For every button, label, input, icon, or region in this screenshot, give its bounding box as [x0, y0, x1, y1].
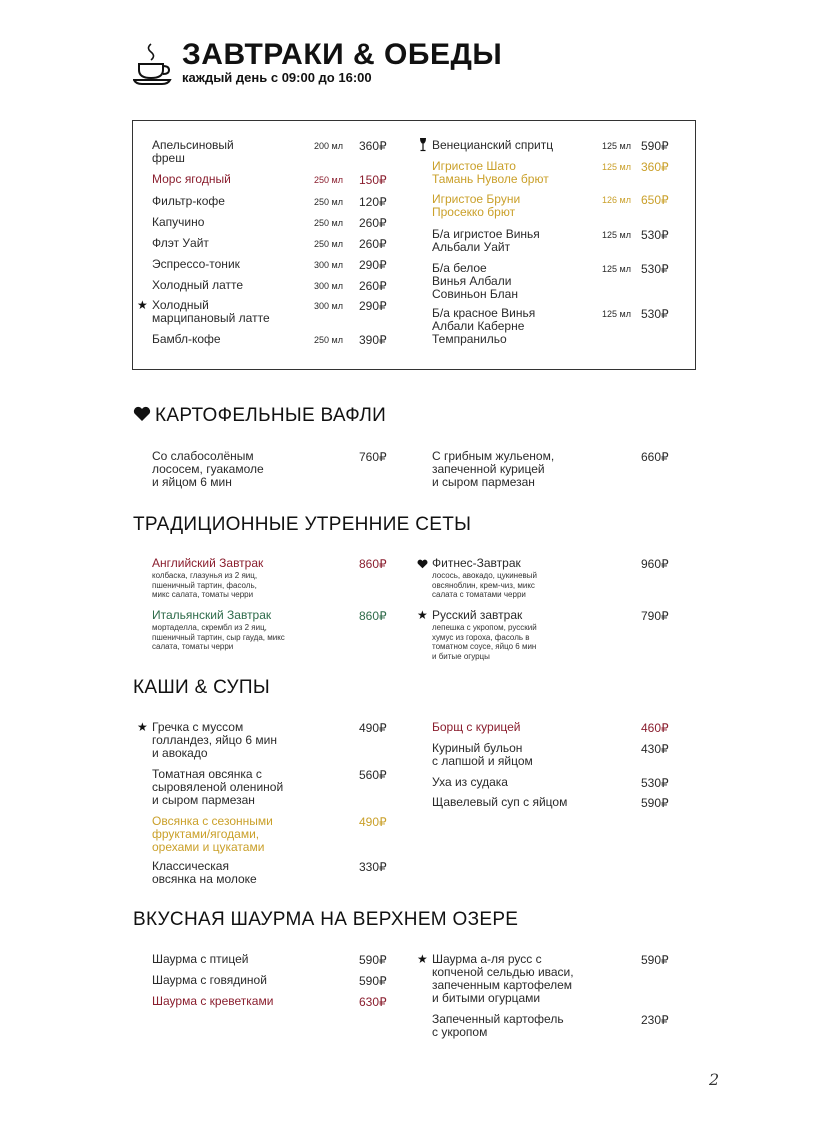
drink-volume: 250 мл	[314, 239, 343, 249]
drink-price: 390₽	[359, 333, 387, 347]
drink-volume: 250 мл	[314, 175, 343, 185]
drink-volume: 125 мл	[602, 162, 631, 172]
coffee-cup-icon	[133, 42, 173, 86]
drink-name: Бамбл-кофе	[152, 332, 221, 346]
menu-item-name: Со слабосолёным лососем, гуакамоле и яйцом 6 мин	[152, 449, 264, 489]
menu-item-price: 630₽	[359, 995, 387, 1009]
menu-item-description: колбаска, глазунья из 2 яиц, пшеничный тартин, фасоль, микс салата, томаты черри	[152, 571, 258, 599]
drink-name: Эспрессо-тоник	[152, 257, 240, 271]
menu-item-name: Запеченный картофель с укропом	[432, 1012, 564, 1039]
drink-name: Флэт Уайт	[152, 236, 209, 250]
menu-item-price: 860₽	[359, 609, 387, 623]
menu-item-price: 660₽	[641, 450, 669, 464]
menu-item-name: Классическая овсянка на молоке	[152, 859, 257, 886]
drink-volume: 126 мл	[602, 195, 631, 205]
drink-volume: 125 мл	[602, 309, 631, 319]
menu-item-name: Щавелевый суп с яйцом	[432, 795, 568, 809]
drink-price: 650₽	[641, 193, 669, 207]
menu-item-name: Томатная овсянка с сыровяленой олениной и сыром пармезан	[152, 767, 284, 807]
page-number: 2	[709, 1070, 720, 1089]
star-icon: ★	[137, 298, 148, 312]
drink-name: Морс ягодный	[152, 172, 231, 186]
menu-item-price: 460₽	[641, 721, 669, 735]
menu-item-price: 760₽	[359, 450, 387, 464]
menu-item-price: 860₽	[359, 557, 387, 571]
menu-item-name: Русский завтрак	[432, 608, 523, 622]
menu-item-name: Куриный бульон с лапшой и яйцом	[432, 741, 533, 768]
menu-item-price: 590₽	[641, 796, 669, 810]
drink-price: 530₽	[641, 262, 669, 276]
section-title-sets: ТРАДИЦИОННЫЕ УТРЕННИЕ СЕТЫ	[133, 514, 472, 535]
menu-item-price: 490₽	[359, 815, 387, 829]
drink-price: 360₽	[359, 139, 387, 153]
drink-volume: 125 мл	[602, 264, 631, 274]
menu-item-name: Фитнес-Завтрак	[432, 556, 521, 570]
section-title-waffles-text: КАРТОФЕЛЬНЫЕ ВАФЛИ	[155, 405, 387, 426]
drink-volume: 200 мл	[314, 141, 343, 151]
drink-price: 530₽	[641, 307, 669, 321]
menu-item-price: 490₽	[359, 721, 387, 735]
page-title: ЗАВТРАКИ & ОБЕДЫ	[182, 38, 503, 71]
menu-item-name: Шаурма с креветками	[152, 994, 274, 1008]
drink-volume: 250 мл	[314, 197, 343, 207]
menu-item-description: мортаделла, скрембл из 2 яиц, пшеничный тартин, сыр гауда, микс салата, томаты черри	[152, 623, 285, 651]
menu-item-price: 960₽	[641, 557, 669, 571]
menu-item-description: лосось, авокадо, цукиневый овсяноблин, крем-чиз, микс салата с томатами черри	[432, 571, 537, 599]
drink-price: 360₽	[641, 160, 669, 174]
menu-item-price: 590₽	[641, 953, 669, 967]
drink-volume: 250 мл	[314, 335, 343, 345]
drink-name: Венецианский спритц	[432, 138, 554, 152]
menu-item-price: 430₽	[641, 742, 669, 756]
drink-name: Холодный марципановый латте	[152, 298, 270, 325]
heart-icon	[417, 558, 428, 572]
wine-glass-icon	[419, 138, 427, 155]
menu-item-name: Овсянка с сезонными фруктами/ягодами, орехами и цукатами	[152, 814, 273, 854]
star-icon: ★	[417, 952, 428, 966]
drink-volume: 300 мл	[314, 301, 343, 311]
drink-price: 260₽	[359, 216, 387, 230]
drink-name: Капучино	[152, 215, 205, 229]
drink-volume: 300 мл	[314, 281, 343, 291]
menu-item-name: Гречка с муссом голландез, яйцо 6 мин и авокадо	[152, 720, 277, 760]
menu-item-price: 330₽	[359, 860, 387, 874]
star-icon: ★	[417, 608, 428, 622]
drink-name: Апельсиновый фреш	[152, 138, 234, 165]
drink-price: 260₽	[359, 279, 387, 293]
section-title-waffles	[133, 405, 386, 427]
menu-item-description: лепешка с укропом, русский хумус из гороха, фасоль в томатном соусе, яйцо 6 мин и битые огурцы	[432, 623, 537, 661]
drink-price: 590₽	[641, 139, 669, 153]
menu-item-price: 590₽	[359, 953, 387, 967]
drink-volume: 125 мл	[602, 141, 631, 151]
menu-item-price: 790₽	[641, 609, 669, 623]
section-title-porridge: КАШИ & СУПЫ	[133, 677, 270, 698]
star-icon: ★	[137, 720, 148, 734]
menu-item-price: 530₽	[641, 776, 669, 790]
heart-icon	[133, 405, 155, 427]
page-subtitle: каждый день с 09:00 до 16:00	[182, 70, 372, 85]
menu-item-name: С грибным жульеном, запеченной курицей и сыром пармезан	[432, 449, 555, 489]
drink-name: Фильтр-кофе	[152, 194, 225, 208]
drink-name: Игристое Бруни Просекко брют	[432, 192, 521, 219]
drink-name: Холодный латте	[152, 278, 244, 292]
menu-item-price: 590₽	[359, 974, 387, 988]
menu-item-price: 560₽	[359, 768, 387, 782]
drink-name: Игристое Шато Тамань Нуволе брют	[432, 159, 549, 186]
drink-volume: 125 мл	[602, 230, 631, 240]
menu-item-name: Английский Завтрак	[152, 556, 264, 570]
drink-price: 290₽	[359, 299, 387, 313]
drink-price: 150₽	[359, 173, 387, 187]
menu-item-name: Итальянский Завтрак	[152, 608, 272, 622]
drink-volume: 300 мл	[314, 260, 343, 270]
drink-name: Б/а красное Винья Албали Каберне Темпранильо	[432, 306, 536, 346]
drink-price: 530₽	[641, 228, 669, 242]
drink-price: 290₽	[359, 258, 387, 272]
menu-item-name: Уха из судака	[432, 775, 508, 789]
drink-name: Б/а белое Винья Албали Совиньон Блан	[432, 261, 518, 301]
menu-item-price: 230₽	[641, 1013, 669, 1027]
section-title-shawarma: ВКУСНАЯ ШАУРМА НА ВЕРХНЕМ ОЗЕРЕ	[133, 909, 519, 930]
drink-price: 260₽	[359, 237, 387, 251]
menu-item-name: Шаурма с говядиной	[152, 973, 267, 987]
drink-name: Б/а игристое Винья Альбали Уайт	[432, 227, 540, 254]
menu-item-name: Борщ с курицей	[432, 720, 521, 734]
menu-item-name: Шаурма а-ля русс с копченой сельдью иваси, запеченным картофелем и битыми огурцами	[432, 952, 574, 1005]
drink-price: 120₽	[359, 195, 387, 209]
menu-item-name: Шаурма с птицей	[152, 952, 249, 966]
drink-volume: 250 мл	[314, 218, 343, 228]
